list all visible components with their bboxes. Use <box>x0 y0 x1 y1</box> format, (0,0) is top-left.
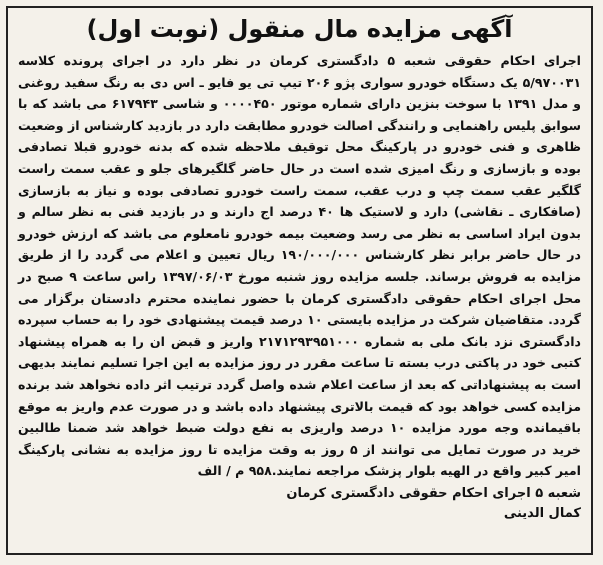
signature-name: کمال الدینی <box>503 505 581 521</box>
notice-title: آگهی مزایده مال منقول (نوبت اول) <box>86 15 513 43</box>
notice-body: اجرای احکام حقوقی شعبه ۵ دادگستری کرمان در نظر دارد در اجرای پرونده کلاسه ۵/۹۷۰۰۳۱ یک دستگاه خودرو سواری پژو ۲۰۶ تیپ تی یو فایو ـ اس دی به رنگ سفید روغنی و مدل ۱۳۹۱ با سوخت بنزین دارای شماره موتور ۰۰۰۰۴۵۰ و شاسی ۶۱۷۹۴۳ می باشد که با سوابق پلیس راهنمایی و رانندگی اصالت خودرو مطابقت دارد در بازدید کارشناس از وضعیت ظاهری و فنی خودرو در پارکینگ محل توقیف ملاحظه شده که بدنه خودرو قبلا تصادفی بوده و بازسازی و رنگ امیزی شده است در حال حاضر گلگیرهای جلو و عقب سمت راست گلگیر عقب سمت چپ و درب عقب، سمت راست خودرو تصادفی بوده و نیاز به بازسازی (صافکاری ـ نقاشی) دارد و لاستیک ها ۴۰ درصد اج دارند و در بازدید فنی به نظر سالم و بدون ایراد اساسی به نظر می رسد وضعیت بیمه خودرو نامعلوم می باشد که ارزش خودرو در حال حاضر برابر نظر کارشناس ۱۹۰/۰۰۰/۰۰۰ ریال تعیین و اعلام می گردد را از طریق مزایده به فروش برساند. جلسه مزایده روز شنبه مورخ ۱۳۹۷/۰۶/۰۳ راس ساعت ۹ صبح در محل اجرای احکام حقوقی دادگستری کرمان با حضور نماینده محترم دادستان برگزار می گردد. متقاضیان شرکت در مزایده بایستی ۱۰ درصد قیمت پیشنهادی خود را به حساب سپرده دادگستری نزد بانک ملی به شماره ۲۱۷۱۲۹۳۹۵۱۰۰۰ واریز و قبض ان را به همراه پیشنهاد کتبی خود در پاکتی درب بسته تا ساعت مقرر در روز مزایده به این اجرا تسلیم نمایند بدیهی است به پیشنهاداتی که بعد از ساعت اعلام شده واصل گردد ترتیب اثر داده نخواهد شد برنده مزایده کسی خواهد بود که قیمت بالاتری پیشنهاد داده باشد و در صورت عدم واریز به موقع باقیمانده وجه مورد مزایده ۱۰ درصد واریزی به نفع دولت ضبط خواهد شد ضمنا طالبین خرید در صورت تمایل می توانند از ۵ روز به وقت مزایده تا روز مزایده به نشانی پارکینگ امیر کبیر واقع در الهیه بلوار پزشک مراجعه نمایند.۹۵۸ م / الف <box>18 53 582 479</box>
signature-block <box>18 484 581 524</box>
signature-office: شعبه ۵ اجرای احکام حقوقی دادگستری کرمان <box>286 485 581 501</box>
auction-notice <box>6 6 593 555</box>
